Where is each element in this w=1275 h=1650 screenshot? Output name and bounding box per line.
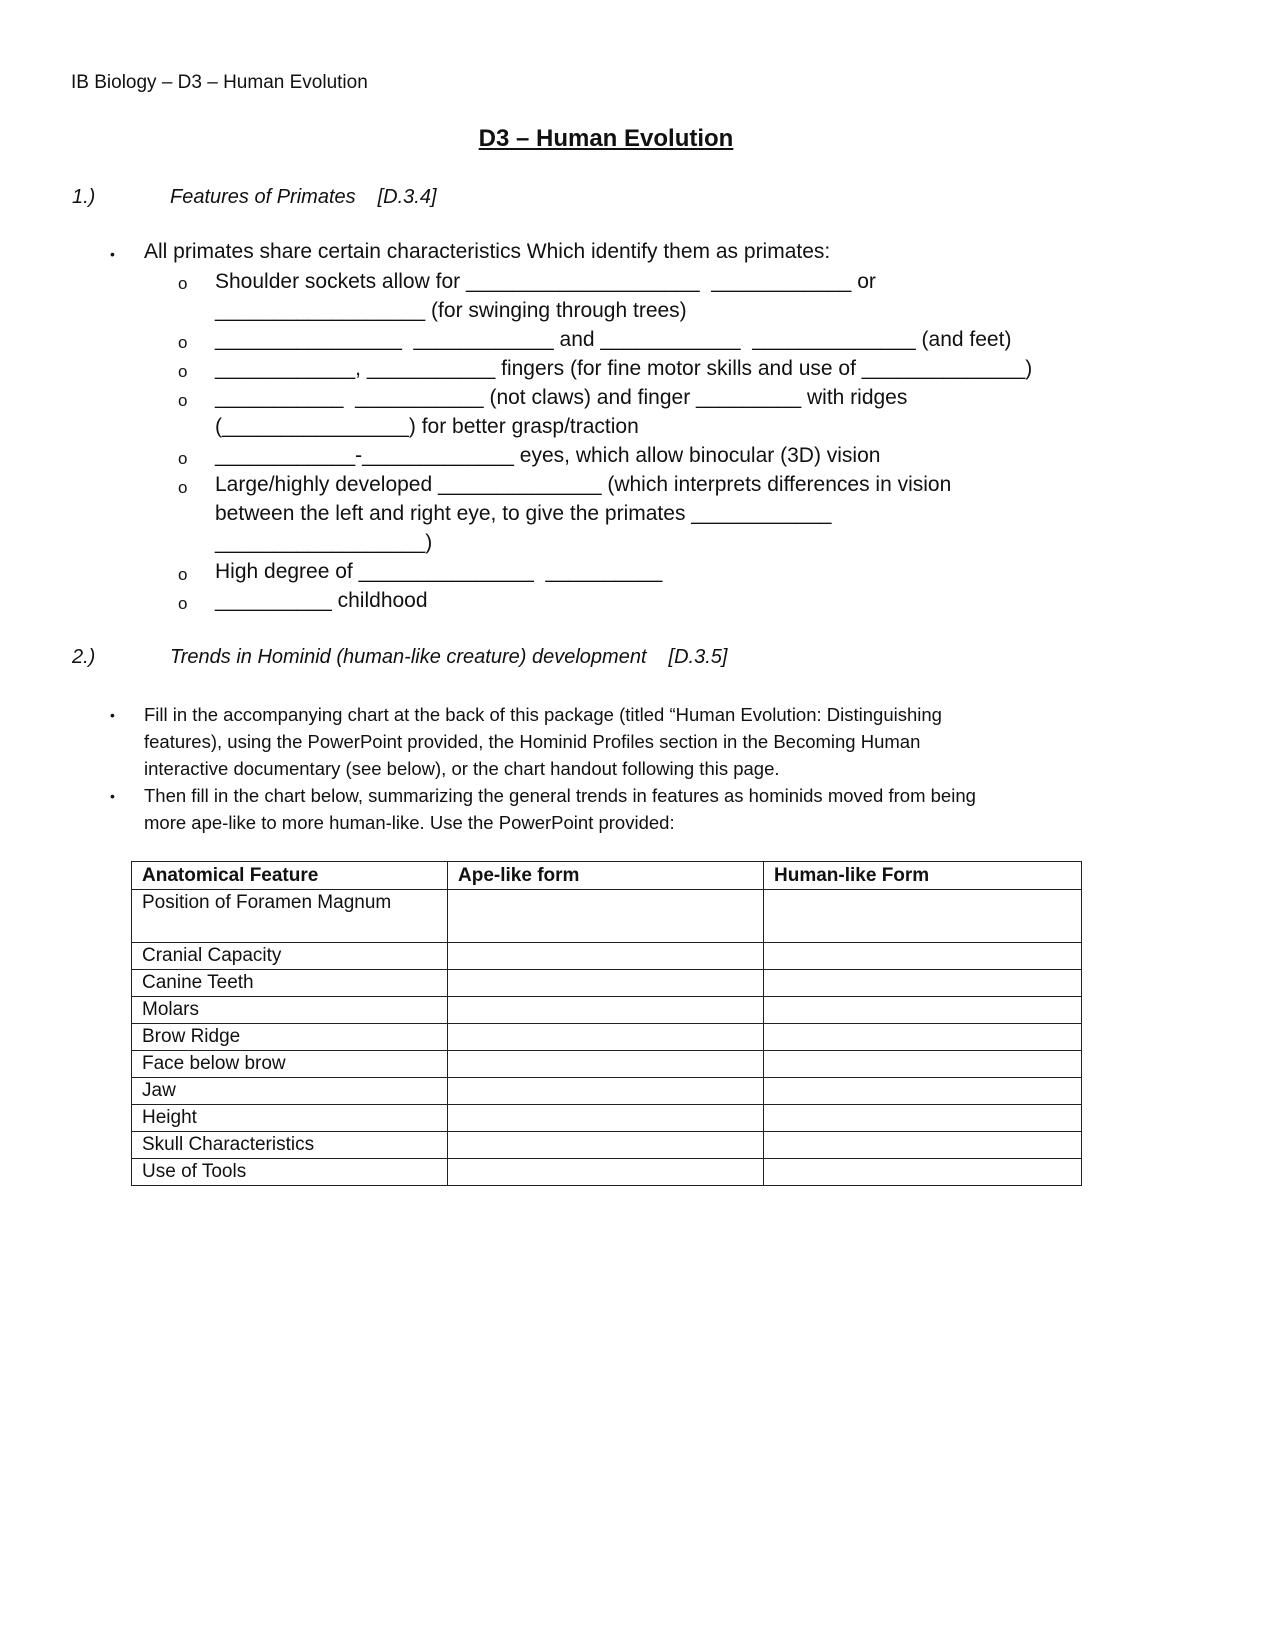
feature-cell: Brow Ridge xyxy=(132,1024,448,1051)
instruction-1-line: interactive documentary (see below), or the chart handout following this page. xyxy=(144,758,780,779)
primate-feature-line: ________________ ____________ and ____________ ______________ (and feet) xyxy=(215,328,1012,351)
primate-feature-line: High degree of _______________ __________ xyxy=(215,560,663,583)
ape-like-answer-cell[interactable] xyxy=(448,1078,764,1105)
human-like-answer-cell[interactable] xyxy=(764,1105,1082,1132)
section-1-number: 1.) xyxy=(72,186,96,208)
table-row xyxy=(132,1024,1082,1051)
feature-cell: Jaw xyxy=(132,1078,448,1105)
ape-like-answer-cell[interactable] xyxy=(448,997,764,1024)
section-2-number: 2.) xyxy=(72,646,96,668)
table-row xyxy=(132,997,1082,1024)
primate-feature-line: (________________) for better grasp/traction xyxy=(215,415,639,438)
ape-like-answer-cell[interactable] xyxy=(448,890,764,943)
table-row xyxy=(132,1132,1082,1159)
sub-bullet-icon: o xyxy=(178,478,188,497)
table-row xyxy=(132,970,1082,997)
human-like-answer-cell[interactable] xyxy=(764,997,1082,1024)
table-row xyxy=(132,1159,1082,1186)
anatomical-features-table xyxy=(131,861,1082,1186)
instruction-2-line: more ape-like to more human-like. Use the PowerPoint provided: xyxy=(144,812,675,833)
human-like-answer-cell[interactable] xyxy=(764,1159,1082,1186)
ape-like-answer-cell[interactable] xyxy=(448,943,764,970)
section-1-ref: [D.3.4] xyxy=(377,186,437,208)
feature-cell: Position of Foramen Magnum xyxy=(132,890,448,943)
primate-feature-line: between the left and right eye, to give the primates ____________ xyxy=(215,502,832,525)
table-row xyxy=(132,890,1082,943)
feature-cell: Cranial Capacity xyxy=(132,943,448,970)
human-like-answer-cell[interactable] xyxy=(764,1132,1082,1159)
sub-bullet-icon: o xyxy=(178,391,188,410)
ape-like-answer-cell[interactable] xyxy=(448,1051,764,1078)
primate-feature-line: Shoulder sockets allow for ____________________ ____________ or xyxy=(215,270,876,293)
human-like-answer-cell[interactable] xyxy=(764,970,1082,997)
bullet-icon: • xyxy=(110,707,115,723)
table-row xyxy=(132,1078,1082,1105)
page-header: IB Biology – D3 – Human Evolution xyxy=(71,72,368,93)
bullet-icon: • xyxy=(110,246,115,262)
sub-bullet-icon: o xyxy=(178,565,188,584)
instruction-1-line: features), using the PowerPoint provided, the Hominid Profiles section in the Becoming Human xyxy=(144,731,921,752)
section-2-title-text: Trends in Hominid (human-like creature) development xyxy=(170,646,647,668)
table-row xyxy=(132,1105,1082,1132)
human-like-answer-cell[interactable] xyxy=(764,890,1082,943)
instruction-1-line: Fill in the accompanying chart at the back of this package (titled “Human Evolution: Distinguishing xyxy=(144,704,942,725)
sub-bullet-icon: o xyxy=(178,362,188,381)
primate-feature-line: Large/highly developed ______________ (which interprets differences in vision xyxy=(215,473,952,496)
feature-cell: Molars xyxy=(132,997,448,1024)
feature-cell: Skull Characteristics xyxy=(132,1132,448,1159)
section-2-title xyxy=(170,646,727,669)
ape-like-answer-cell[interactable] xyxy=(448,970,764,997)
sub-bullet-icon: o xyxy=(178,274,188,293)
bullet-icon: • xyxy=(110,788,115,804)
instruction-2 xyxy=(144,782,976,836)
column-header: Anatomical Feature xyxy=(132,862,448,890)
section-2-ref: [D.3.5] xyxy=(668,646,728,668)
section-1-title xyxy=(170,186,437,209)
sub-bullet-icon: o xyxy=(178,594,188,613)
ape-like-answer-cell[interactable] xyxy=(448,1159,764,1186)
instruction-2-line: Then fill in the chart below, summarizing the general trends in features as hominids moved from being xyxy=(144,785,976,806)
feature-cell: Height xyxy=(132,1105,448,1132)
instruction-1 xyxy=(144,701,942,782)
primate-feature-line: ____________, ___________ fingers (for fine motor skills and use of ______________) xyxy=(215,357,1033,380)
human-like-answer-cell[interactable] xyxy=(764,943,1082,970)
sub-bullet-icon: o xyxy=(178,449,188,468)
primate-feature-line: __________________) xyxy=(215,531,433,554)
sub-bullet-icon: o xyxy=(178,333,188,352)
table-row xyxy=(132,943,1082,970)
column-header: Human-like Form xyxy=(764,862,1082,890)
primate-feature-line: ___________ ___________ (not claws) and finger _________ with ridges xyxy=(215,386,908,409)
section-1-title-text: Features of Primates xyxy=(170,186,356,208)
page-title: D3 – Human Evolution xyxy=(478,125,734,152)
ape-like-answer-cell[interactable] xyxy=(448,1132,764,1159)
table-row xyxy=(132,1051,1082,1078)
human-like-answer-cell[interactable] xyxy=(764,1051,1082,1078)
column-header: Ape-like form xyxy=(448,862,764,890)
ape-like-answer-cell[interactable] xyxy=(448,1024,764,1051)
primate-feature-line: __________ childhood xyxy=(215,589,428,612)
human-like-answer-cell[interactable] xyxy=(764,1078,1082,1105)
table-header-row xyxy=(132,862,1082,890)
primate-feature-line: __________________ (for swinging through trees) xyxy=(215,299,687,322)
feature-cell: Face below brow xyxy=(132,1051,448,1078)
feature-cell: Use of Tools xyxy=(132,1159,448,1186)
human-like-answer-cell[interactable] xyxy=(764,1024,1082,1051)
primate-feature-line: ____________-_____________ eyes, which allow binocular (3D) vision xyxy=(215,444,881,467)
ape-like-answer-cell[interactable] xyxy=(448,1105,764,1132)
section-1-intro: All primates share certain characteristics Which identify them as primates: xyxy=(144,240,831,263)
feature-cell: Canine Teeth xyxy=(132,970,448,997)
